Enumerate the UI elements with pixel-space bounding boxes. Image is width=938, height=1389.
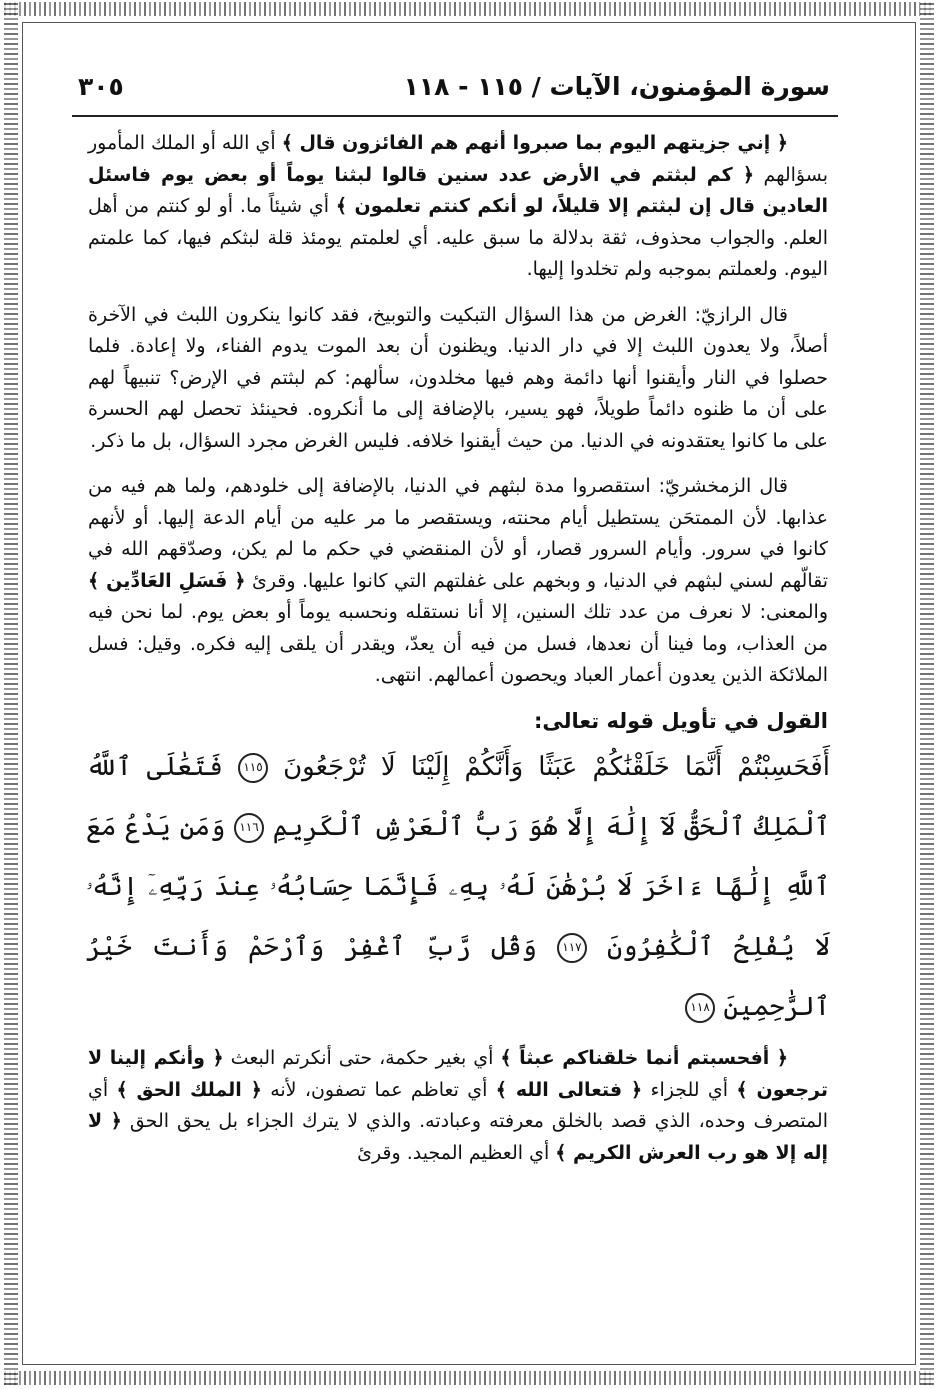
quran-quote: ﴿ كم لبثتم في الأرض عدد سنين قالوا لبثنا يوماً أو بعض يوم فاسئل العادين قال إن لبثتم إلا قليلاً، لو أنكم كنتم تعلمون ﴾ — [88, 163, 828, 217]
page-border-left — [4, 2, 18, 1385]
quran-quote: ﴿ لا إله إلا هو رب العرش الكريم ﴾ — [88, 1110, 828, 1164]
quran-quote: ﴿ الملك الحق ﴾ — [116, 1078, 262, 1101]
quran-quote: ﴿ فَسَلِ العَادِّين ﴾ — [88, 569, 246, 592]
verse-116: فَتَعَٰلَى ٱللَّهُ ٱلْمَلِكُ ٱلْحَقُّ لَآ إِلَٰهَ إِلَّا هُوَ رَبُّ ٱلْعَرْشِ ٱلْكَرِيمِ — [86, 752, 830, 842]
quran-quote: ﴿ إني جزيتهم اليوم بما صبروا أنهم هم الفائزون قال ﴾ — [281, 132, 788, 154]
section-heading: القول في تأويل قوله تعالى: — [534, 708, 828, 733]
running-header — [78, 70, 830, 110]
page-border-right — [920, 2, 934, 1385]
commentary-text: أي الله أو الملك المأمور بسؤالهم — [87, 132, 828, 186]
verse-118: وَقُل رَّبِّ ٱغْفِرْ وَٱرْحَمْ وَأَنتَ خَيْرُ ٱلرَّٰحِمِينَ — [86, 932, 830, 1022]
paragraph-4 — [88, 1043, 828, 1169]
commentary-text: أي العظيم المجيد. وقرئ — [357, 1141, 556, 1164]
running-title: سورة المؤمنون، الآيات / ١١٥ - ١١٨ — [403, 72, 830, 101]
quran-quote: ﴿ أفحسبتم أنما خلقناكم عبثاً ﴾ — [500, 1047, 788, 1069]
commentary-text: أي للجزاء — [642, 1078, 737, 1101]
page-number: ٣٠٥ — [78, 72, 124, 101]
commentary-text: أي بغير حكمة، حتى أنكرتم البعث — [223, 1047, 501, 1069]
verse-number-116: ١١٦ — [234, 813, 264, 843]
verse-number-115: ١١٥ — [238, 753, 268, 783]
page-border-top — [4, 2, 934, 16]
commentary-text: أي المتصرف وحده، الذي قصد بالخلق معرفته وعبادته. والذي لا يترك الجزاء بل يحق الحق — [88, 1078, 828, 1132]
quran-quote: ﴿ فتعالى الله ﴾ — [495, 1078, 643, 1101]
verse-number-117: ١١٧ — [557, 933, 587, 963]
quran-quote: ﴿ وأنكم إلينا لا ترجعون ﴾ — [88, 1047, 828, 1101]
verse-117: وَمَن يَدْعُ مَعَ ٱللَّهِ إِلَٰهًا ءَاخَرَ لَا بُرْهَٰنَ لَهُۥ بِهِۦ فَإِنَّمَا حِسَابُهُۥ عِندَ رَبِّهِۦٓ إِنَّهُۥ لَا يُفْلِحُ ٱلْكَٰفِرُونَ — [86, 812, 831, 962]
verse-number-118: ١١٨ — [685, 993, 715, 1023]
header-rule — [72, 115, 838, 117]
commentary-text: والمعنى: لا نعرف من عدد تلك السنين، إلا أنا نستقله ونحسبه يوماً أو بعض يوم. لما نحن فيه من العذاب، وما فينا أن نعدها، فسل من فيه أن يعدّ، ويقدر أن يلقى إليه فكره. وقيل: فسل الملائكة الذين يعدون أعمار العباد ويحصون أعمالهم. انتهى. — [88, 601, 828, 686]
paragraph-1 — [88, 128, 828, 286]
verse-115: أَفَحَسِبْتُمْ أَنَّمَا خَلَقْنَٰكُمْ عَبَثًا وَأَنَّكُمْ إِلَيْنَا لَا تُرْجَعُونَ — [283, 752, 830, 782]
quran-verses — [86, 737, 830, 1037]
page-body — [86, 128, 831, 1183]
paragraph-3 — [88, 471, 828, 692]
page-border-bottom — [4, 1371, 934, 1385]
commentary-text: أي شيئاً ما. أو لو كنتم من أهل العلم. والجواب محذوف، ثقة بدلالة ما سبق عليه. أي لعلمتم يومئذ قلة لبثكم فيها، كما علمتم اليوم. ولعملتم بموجبه ولم تخلدوا إليها. — [88, 195, 828, 280]
paragraph-2: قال الرازيّ: الغرض من هذا السؤال التبكيت والتوبيخ، فقد كانوا ينكرون اللبث في الآخرة أصلاً، ولا يعدون اللبث إلا في دار الدنيا. ويظنون أن بعد الموت يدوم الفناء، ولا إعادة. فلما حصلوا في النار وأيقنوا أنها دائمة وهم فيها مخلدون، سألهم: كم لبثتم في الإرض؟ تنبيهاً لهم على أن ما ظنوه دائماً طويلاً، فهو يسير، بالإضافة إلى ما أنكروه. فحينئذ تحصل لهم الحسرة على ما كانوا يعتقدونه في الدنيا. من حيث أيقنوا خلافه. فليس الغرض مجرد السؤال، بل ما ذكر. — [88, 303, 828, 452]
commentary-text: أي تعاظم عما تصفون، لأنه — [261, 1078, 496, 1101]
commentary-text: قال الزمخشريّ: استقصروا مدة لبثهم في الدنيا، بالإضافة إلى خلودهم، ولما هم فيه من عذابها. لأن الممتحَن يستطيل أيام محنته، ويستقصر ما مر عليه من أيام الدعة إليها. أو لأنهم كانوا في سرور. وأيام السرور قصار، أو لأن المنقضي في حكم ما لم يكن، وصدّقهم الله في تقالّهم لسني لبثهم في الدنيا، و وبخهم على غفلتهم التي كانوا عليها. وقرئ — [88, 475, 829, 592]
